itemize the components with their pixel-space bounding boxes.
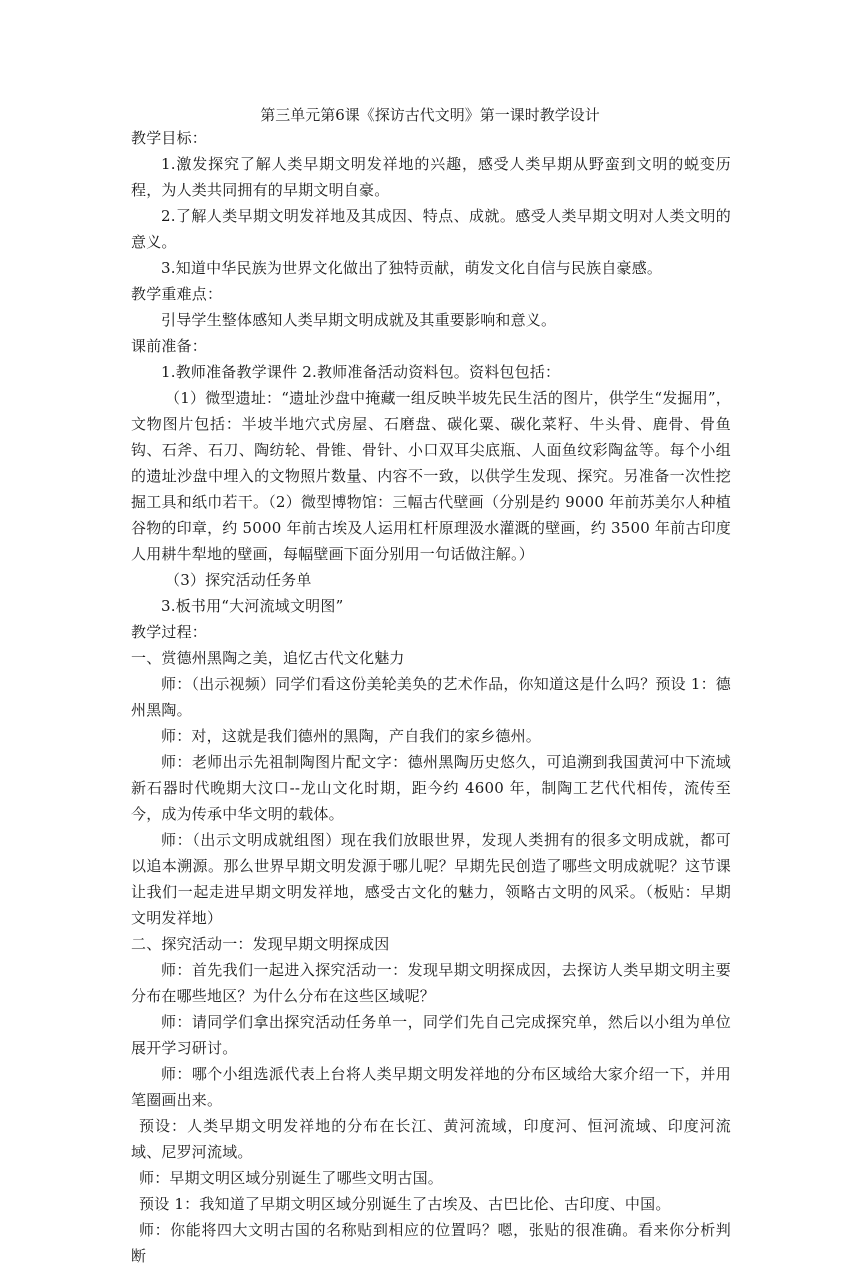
paragraph: 师：哪个小组选派代表上台将人类早期文明发祥地的分布区域给大家介绍一下，并用笔圈画出来。 xyxy=(131,1065,731,1109)
paragraph: 1.激发探究了解人类早期文明发祥地的兴趣，感受人类早期从野蛮到文明的蜕变历程，为人类共同拥有的早期文明自豪。 xyxy=(131,155,731,199)
paragraph: 师：首先我们一起进入探究活动一：发现早期文明探成因，去探访人类早期文明主要分布在哪些地区？为什么分布在这些区域呢？ xyxy=(131,961,731,1005)
paragraph: 预设：人类早期文明发祥地的分布在长江、黄河流域，印度河、恒河流域、印度河流域、尼罗河流域。 xyxy=(131,1117,731,1161)
paragraph: （3）探究活动任务单 xyxy=(165,571,312,589)
paragraph: 二、探究活动一：发现早期文明探成因 xyxy=(131,935,390,953)
paragraph: 师：（出示视频）同学们看这份美轮美奂的艺术作品，你知道这是什么吗？预设 1：德州黑陶。 xyxy=(131,675,731,719)
paragraph: 课前准备： xyxy=(131,337,208,355)
paragraph: 师：老师出示先祖制陶图片配文字：德州黑陶历史悠久，可追溯到我国黄河中下流域新石器时代晚期大汶口--龙山文化时期，距今约 4600 年，制陶工艺代代相传，流传至今，成为传承中华文明的载体。 xyxy=(131,753,731,823)
paragraph: 师：早期文明区域分别诞生了哪些文明古国。 xyxy=(139,1169,444,1187)
paragraph: 一、赏德州黑陶之美，追忆古代文化魅力 xyxy=(131,649,405,667)
paragraph: 师：对，这就是我们德州的黑陶，产自我们的家乡德州。 xyxy=(161,727,542,745)
paragraph: 3.知道中华民族为世界文化做出了独特贡献，萌发文化自信与民族自豪感。 xyxy=(161,259,663,277)
paragraph: 师：（出示文明成就组图）现在我们放眼世界，发现人类拥有的很多文明成就，都可以追本溯源。那么世界早期文明发源于哪儿呢？早期先民创造了哪些文明成就呢？这节课让我们一起走进早期文明发祥地，感受古文化的魅力，领略古文明的风采。（板贴：早期文明发祥地） xyxy=(131,831,731,927)
paragraph: 教学过程： xyxy=(131,623,208,641)
paragraph: 师：请同学们拿出探究活动任务单一，同学们先自己完成探究单，然后以小组为单位展开学习研讨。 xyxy=(131,1013,731,1057)
paragraph: （1）微型遗址：“遗址沙盘中掩藏一组反映半坡先民生活的图片，供学生“发掘用”，文物图片包括：半坡半地穴式房屋、石磨盘、碳化粟、碳化菜籽、牛头骨、鹿骨、骨鱼钩、石斧、石刀、陶纺轮、骨锥、骨针、小口双耳尖底瓶、人面鱼纹彩陶盆等。每个小组的遗址沙盘中埋入的文物照片数量、内容不一致，以供学生发现、探究。另准备一次性挖掘工具和纸巾若干。（2）微型博物馆：三幅古代壁画（分别是约 9000 年前苏美尔人种植谷物的印章，约 5000 年前古埃及人运用杠杆原理汲水灌溉的壁画，约 3500 年前古印度人用耕牛犁地的壁画，每幅壁画下面分别用一句话做注解。） xyxy=(131,389,731,563)
paragraph: 教学重难点： xyxy=(131,285,223,303)
document-body xyxy=(131,125,731,1269)
paragraph: 引导学生整体感知人类早期文明成就及其重要影响和意义。 xyxy=(161,311,557,329)
paragraph: 2.了解人类早期文明发祥地及其成因、特点、成就。感受人类早期文明对人类文明的意义。 xyxy=(131,207,731,251)
paragraph: 预设 1：我知道了早期文明区域分别诞生了古埃及、古巴比伦、古印度、中国。 xyxy=(139,1195,671,1213)
paragraph: 教学目标： xyxy=(131,129,208,147)
paragraph: 1.教师准备教学课件 2.教师准备活动资料包。资料包包括： xyxy=(161,363,561,381)
document-title: 第三单元第6课《探访古代文明》第一课时教学设计 xyxy=(260,106,600,124)
paragraph: 师：你能将四大文明古国的名称贴到相应的位置吗？嗯，张贴的很准确。看来你分析判断 xyxy=(131,1221,731,1265)
paragraph: 3.板书用“大河流域文明图” xyxy=(161,597,344,615)
